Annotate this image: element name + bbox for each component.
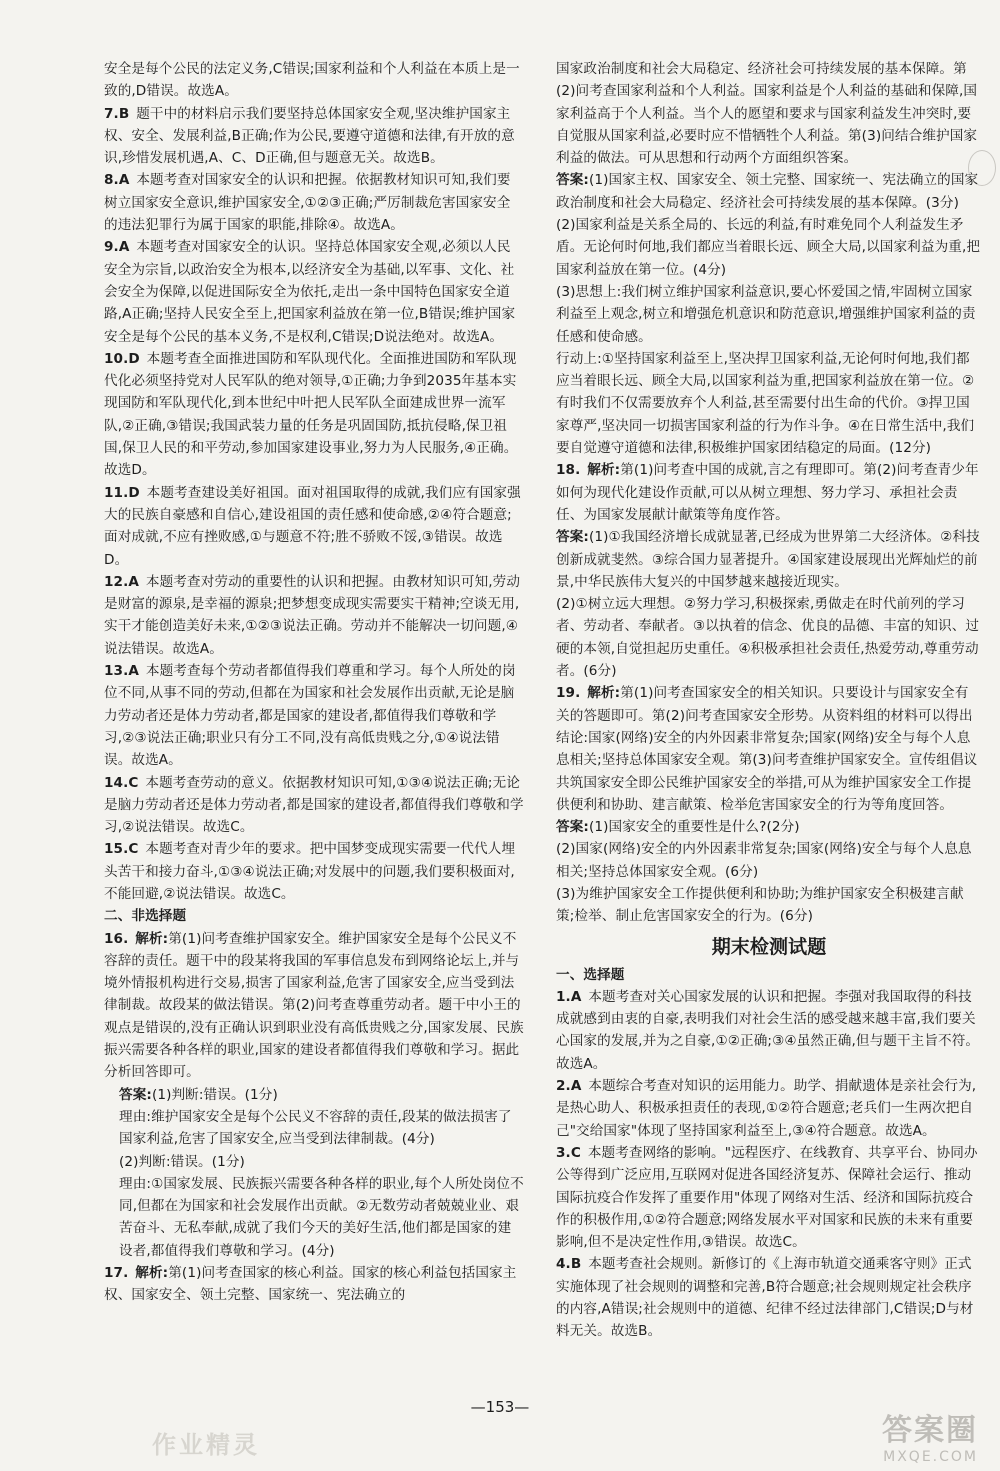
item-text: 本题考查对劳动的重要性的认识和把握。由教材知识可知,劳动是财富的源泉,是幸福的源泉;把梦想变成现实需要实干精神;空谈无用,实干才能创造美好未来,①②③说法正确。劳动并不能解决一切问题,④说法错误。故选A。 [104, 573, 521, 657]
answer-item [104, 1084, 524, 1106]
watermark-url: MXQE.COM [883, 1449, 978, 1465]
item-text: 本题考查建设美好祖国。面对祖国取得的成就,我们应有国家强大的民族自豪感和自信心,建设祖国的责任感和使命感,②④符合题意;面对成就,不应有挫败感,①与题意不符;胜不骄败不馁,③错误。故选D。 [104, 484, 521, 568]
item-text: 本题考查对国家安全的认识。坚持总体国家安全观,必须以人民安全为宗旨,以政治安全为根本,以经济安全为基础,以军事、文化、社会安全为保障,以促进国际安全为依托,走出一条中国特色国家安全道路,A正确;坚持人民安全至上,把国家利益放在第一位,B错误;维护国家安全是每个公民的基本义务,不是权利,C错误;D说法绝对。故选A。 [104, 239, 516, 345]
item-label: 答案: [556, 172, 589, 189]
item-text: (1)国家主权、国家安全、领土完整、国家统一、宪法确立的国家政治制度和社会大局稳定、经济社会可持续发展的基本保障。(3分) [556, 172, 979, 211]
item-number: 17. [104, 1265, 129, 1282]
answer-item [104, 1262, 524, 1307]
item-text: 本题考查社会规则。新修订的《上海市轨道交通乘客守则》正式实施体现了社会规则的调整和完善,B符合题意;社会规则规定社会秩序的内容,A错误;社会规则中的道德、纪律不经过法律部门,C错误;D与材料无关。故选B。 [556, 1256, 974, 1340]
item-text: 第(1)问考查国家的核心利益。国家的核心利益包括国家主权、国家安全、领土完整、国家统一、宪法确立的 [104, 1265, 517, 1304]
answer-item [556, 526, 982, 593]
item-number: 9.A [104, 239, 130, 256]
item-text: (1)判断:错误。(1分) [151, 1086, 278, 1103]
item-text: (1)①我国经济增长成就显著,已经成为世界第二大经济体。②科技创新成就斐然。③综合国力显著提升。④国家建设展现出光辉灿烂的前景,中华民族伟大复兴的中国梦越来越接近现实。 [556, 529, 980, 590]
item-text: (3)思想上:我们树立维护国家利益意识,要心怀爱国之情,牢固树立国家利益至上观念,树立和增强危机意识和防范意识,增强维护国家利益的责任感和使命感。 [556, 283, 976, 345]
item-number: 12.A [104, 573, 140, 590]
item-text: 本题考查每个劳动者都值得我们尊重和学习。每个人所处的岗位不同,从事不同的劳动,但都在为国家和社会发展作出贡献,无论是脑力劳动者还是体力劳动者,都是国家的建设者,都值得我们尊敬和学习,②③说法正确;职业只有分工不同,没有高低贵贱之分,①④说法错误。故选A。 [104, 663, 516, 769]
item-number: 18. [556, 462, 581, 479]
right-column [556, 58, 982, 1343]
answer-item [104, 103, 524, 170]
item-text: 本题考查对青少年的要求。把中国梦变成现实需要一代代人埋头苦干和接力奋斗,①③④说法正确;对发展中的问题,我们要积极面对,不能回避,②说法错误。故选C。 [104, 841, 516, 902]
item-text: 安全是每个公民的法定义务,C错误;国家利益和个人利益在本质上是一致的,D错误。故选A。 [104, 61, 520, 100]
item-label: 解析: [135, 1265, 169, 1282]
watermark-right [788, 1405, 978, 1463]
item-text: (2)①树立远大理想。②努力学习,积极探索,勇做走在时代前列的学习者、劳动者、奉献者。③以执着的信念、优良的品德、丰富的知识、过硬的本领,自觉担起历史重任。④积极承担社会责任,热爱劳动,尊重劳动者。(6分) [556, 596, 980, 680]
item-number: 11.D [104, 484, 140, 501]
answer-item [556, 593, 982, 682]
page-number: —153— [470, 1398, 530, 1416]
item-number: 19. [556, 685, 581, 702]
section-heading: 二、非选择题 [104, 908, 187, 925]
item-text: 第(1)问考查中国的成就,言之有理即可。第(2)问考查青少年如何为现代化建设作贡献,可以从树立理想、努力学习、承担社会责任、为国家发展献计献策等角度作答。 [556, 462, 979, 523]
item-number: 13.A [104, 663, 140, 680]
answer-item [104, 58, 524, 103]
answer-item [104, 169, 524, 236]
answer-item [556, 816, 982, 838]
answer-item [556, 169, 982, 214]
item-label: 答案: [119, 1086, 152, 1103]
item-text: 本题综合考查对知识的运用能力。助学、捐献遗体是亲社会行为,是热心助人、积极承担责任的表现,①②符合题意;老兵们一生两次把自己"交给国家"体现了坚持国家利益至上,③④符合题意。故选A。 [556, 1078, 977, 1139]
item-label: 答案: [556, 529, 589, 546]
answer-item [104, 1173, 524, 1262]
answer-item [556, 883, 982, 928]
item-text: (2)判断:错误。(1分) [119, 1153, 245, 1170]
answer-item [104, 482, 524, 571]
answer-item [104, 1106, 524, 1151]
item-text: 第(1)问考查维护国家安全。维护国家安全是每个公民义不容辞的责任。题干中的段某将我国的军事信息发布到网络论坛上,并与境外情报机构进行交易,损害了国家利益,危害了国家安全,应当受到法律制裁。故段某的做法错误。第(2)问考查尊重劳动者。题干中小王的观点是错误的,没有正确认识到职业没有高低贵贱之分,国家发展、民族振兴需要各种各样的职业,国家的建设者都值得我们尊敬和学习。据此分析回答即可。 [104, 930, 524, 1081]
item-number: 14.C [104, 774, 139, 791]
answer-item [556, 1142, 982, 1253]
item-number: 4.B [556, 1256, 582, 1273]
answer-item [104, 838, 524, 905]
item-text: 题干中的材料启示我们要坚持总体国家安全观,坚决维护国家主权、安全、发展利益,B正确;作为公民,要遵守道德和法律,有开放的意识,珍惜发展机遇,A、C、D正确,但与题意无关。故选B。 [104, 105, 515, 167]
item-text: (1)国家安全的重要性是什么?(2分) [588, 819, 800, 836]
answer-item [556, 1253, 982, 1342]
item-text: 理由:维护国家安全是每个公民义不容辞的责任,段某的做法损害了国家利益,危害了国家安全,应当受到法律制裁。(4分) [119, 1108, 512, 1148]
answer-item [556, 58, 982, 169]
item-text: 第(1)问考查国家安全的相关知识。只要设计与国家安全有关的答题即可。第(2)问考查国家安全形势。从资料组的材料可以得出结论:国家(网络)安全的内外因素非常复杂;国家(网络)安全与每个人息息相关;坚持总体国家安全观。第(3)问考查维护国家安全。宣传组倡议共筑国家安全即公民维护国家安全的举措,可从为维护国家安全工作提供便利和协助、建言献策、检举危害国家安全的行为等角度回答。 [556, 685, 978, 813]
answer-item [104, 348, 524, 482]
item-number: 7.B [104, 105, 130, 122]
item-number: 2.A [556, 1078, 582, 1095]
answer-item [556, 459, 982, 526]
item-text: (3)为维护国家安全工作提供便利和协助;为维护国家安全积极建言献策;检举、制止危害国家安全的行为。(6分) [556, 885, 964, 925]
answer-item [104, 571, 524, 660]
item-number: 10.D [104, 350, 140, 367]
item-text: 国家政治制度和社会大局稳定、经济社会可持续发展的基本保障。第(2)问考查国家利益和个人利益。国家利益是个人利益的基础和保障,国家利益高于个人利益。当个人的愿望和要求与国家利益发生冲突时,要自觉服从国家利益,必要时应不惜牺牲个人利益。第(3)问结合维护国家利益的做法。可从思想和行动两个方面组织答案。 [556, 61, 978, 167]
item-number: 1.A [556, 988, 582, 1005]
watermark-left: 作业精灵 [152, 1430, 260, 1459]
item-number: 8.A [104, 172, 130, 189]
section-title: 期末检测试题 [711, 935, 827, 958]
item-text: 本题考查劳动的意义。依据教材知识可知,①③④说法正确;无论是脑力劳动者还是体力劳动者,都是国家的建设者,都值得我们尊敬和学习,②说法错误。故选C。 [104, 774, 524, 836]
answer-item [556, 986, 982, 1075]
item-text: 行动上:①坚持国家利益至上,坚决捍卫国家利益,无论何时何地,我们都应当着眼长远、顾全大局,以国家利益为重,把国家利益放在第一位。②有时我们不仅需要放弃个人利益,甚至需要付出生命的代价。③捍卫国家尊严,坚决同一切损害国家利益的行为作斗争。④在日常生活中,我们要自觉遵守道德和法律,积极维护国家团结稳定的局面。(12分) [556, 350, 975, 457]
item-number: 15.C [104, 841, 139, 858]
item-text: 本题考查对关心国家发展的认识和把握。李强对我国取得的科技成就感到由衷的自豪,表明我们对社会生活的感受越来越丰富,我们要关心国家的发展,并为之自豪,①②正确;③④虽然正确,但与题干主旨不符。故选A。 [556, 988, 980, 1072]
item-label: 答案: [556, 819, 589, 836]
item-label: 解析: [587, 685, 621, 702]
left-column [104, 58, 524, 1307]
answer-item [104, 236, 524, 347]
item-label: 解析: [587, 462, 621, 479]
item-number: 16. [104, 930, 129, 947]
watermark-logo-text: 答案圈 [882, 1413, 978, 1448]
item-text: 理由:①国家发展、民族振兴需要各种各样的职业,每个人所处岗位不同,但都在为国家和社会发展作出贡献。②无数劳动者兢兢业业、艰苦奋斗、无私奉献,成就了我们今天的美好生活,他们都是国家的建设者,都值得我们尊敬和学习。(4分) [119, 1175, 524, 1259]
answer-item [556, 214, 982, 281]
item-text: (2)国家利益是关系全局的、长远的利益,有时难免同个人利益发生矛盾。无论何时何地,我们都应当着眼长远、顾全大局,以国家利益为重,把国家利益放在第一位。(4分) [556, 217, 981, 278]
answer-item [104, 660, 524, 771]
item-text: 本题考查全面推进国防和军队现代化。全面推进国防和军队现代化必须坚持党对人民军队的绝对领导,①正确;力争到2035年基本实现国防和军队现代化,到本世纪中叶把人民军队全面建成世界一流军队,②正确,③错误;我国武装力量的任务是巩固国防,抵抗侵略,保卫祖国,保卫人民的和平劳动,参加国家建设事业,努力为人民服务,④正确。故选D。 [104, 350, 518, 479]
answer-item [104, 772, 524, 839]
answer-item [556, 348, 982, 459]
item-number: 3.C [556, 1144, 581, 1161]
answer-item [104, 928, 524, 1084]
section-heading: 一、选择题 [556, 966, 625, 983]
item-label: 解析: [135, 930, 169, 947]
answer-item [104, 1151, 524, 1173]
answer-item [556, 1075, 982, 1142]
answer-item [556, 682, 982, 816]
item-text: 本题考查网络的影响。"远程医疗、在线教育、共享平台、协同办公等得到广泛应用,互联网对促进各国经济复苏、保障社会运行、推动国际抗疫合作发挥了重要作用"体现了网络对生活、经济和国际抗疫合作的积极作用,①②符合题意;网络发展水平对国家和民族的未来有重要影响,但不是决定性作用,③错误。故选C。 [556, 1144, 978, 1251]
item-text: (2)国家(网络)安全的内外因素非常复杂;国家(网络)安全与每个人息息相关;坚持总体国家安全观。(6分) [556, 841, 972, 880]
answer-item [556, 281, 982, 348]
item-text: 本题考查对国家安全的认识和把握。依据教材知识可知,我们要树立国家安全意识,维护国家安全,①②③正确;严厉制裁危害国家安全的违法犯罪行为属于国家的职能,排除④。故选A。 [104, 172, 511, 234]
answer-item [556, 838, 982, 883]
